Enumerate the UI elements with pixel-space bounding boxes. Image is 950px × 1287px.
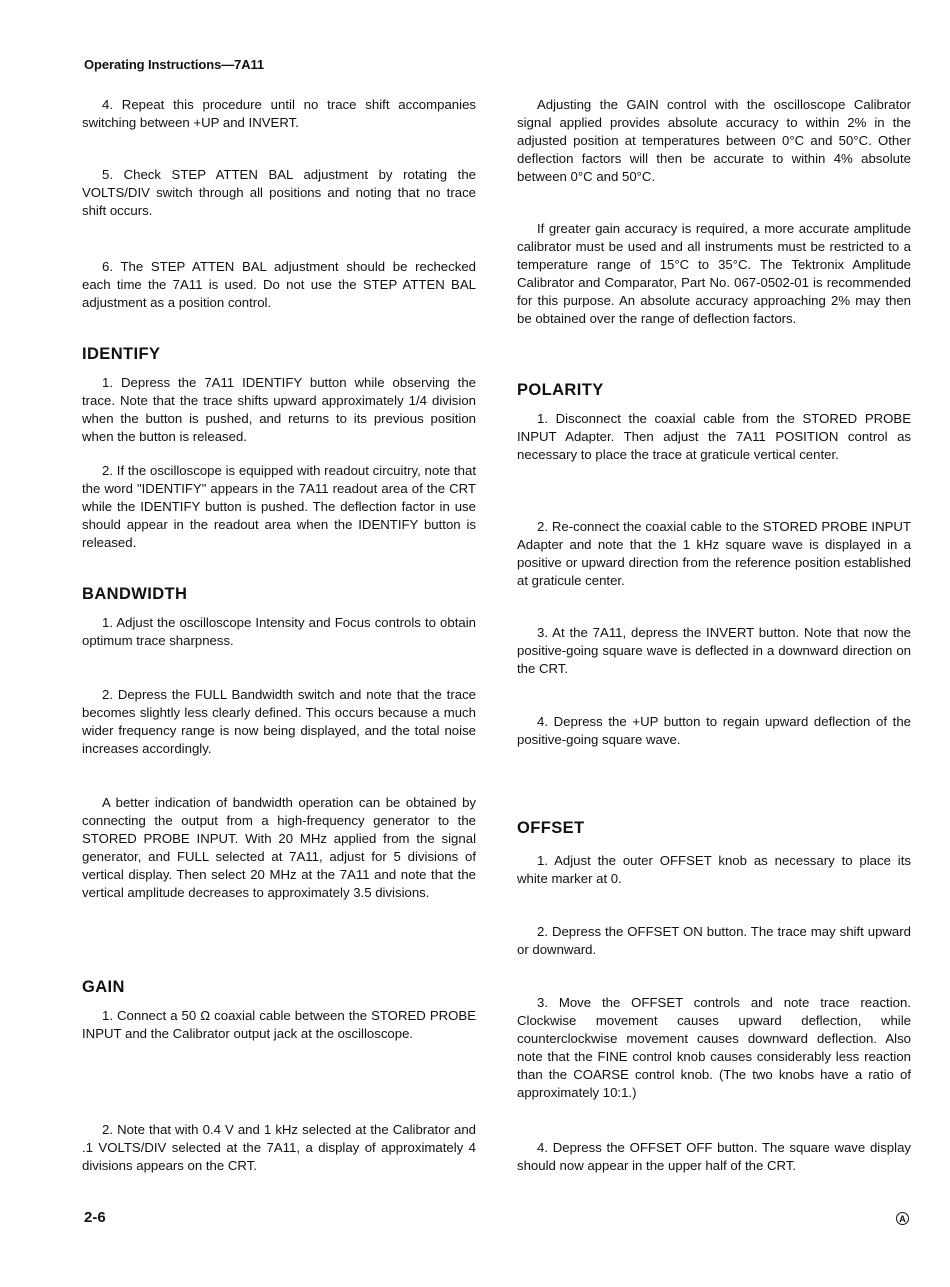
paragraph-gain-accuracy: Adjusting the GAIN control with the oscilloscope Calibrator signal applied provides absolute accuracy to within 2% in the adjusted position at temperatures between 0°C and 50°C. Other deflection factors will then be accurate to within 4% absolute between 0°C and 50°C. (517, 97, 911, 184)
paragraph-offset-2: 2. Depress the OFFSET ON button. The trace may shift upward or downward. (517, 924, 911, 957)
paragraph-check-step-atten: 5. Check STEP ATTEN BAL adjustment by rotating the VOLTS/DIV switch through all positions and noting that no trace shift occurs. (82, 167, 476, 218)
page-number: 2-6 (84, 1209, 106, 1226)
paragraph-polarity-1: 1. Disconnect the coaxial cable from the STORED PROBE INPUT Adapter. Then adjust the 7A11 POSITION control as necessary to place the trace at graticule vertical center. (517, 411, 911, 462)
paragraph-step-atten-recheck: 6. The STEP ATTEN BAL adjustment should be rechecked each time the 7A11 is used. Do not use the STEP ATTEN BAL adjustment as a position control. (82, 259, 476, 310)
heading-identify: IDENTIFY (82, 345, 161, 363)
paragraph-polarity-3: 3. At the 7A11, depress the INVERT button. Note that now the positive-going square wave is deflected in a downward direction on the CRT. (517, 625, 911, 676)
paragraph-offset-3: 3. Move the OFFSET controls and note trace reaction. Clockwise movement causes upward deflection, while counterclockwise movement causes downward deflection. Also note that the FINE control knob causes considerably less reaction than the COARSE control knob. (The two knobs have a ratio of approximately 10:1.) (517, 995, 911, 1100)
heading-gain: GAIN (82, 978, 125, 996)
paragraph-offset-4: 4. Depress the OFFSET OFF button. The square wave display should now appear in the upper half of the CRT. (517, 1140, 911, 1173)
paragraph-bandwidth-3: A better indication of bandwidth operation can be obtained by connecting the output from a high-frequency generator to the STORED PROBE INPUT. With 20 MHz applied from the signal generator, and FULL selected at 7A11, adjust for 5 divisions of vertical display. Then select 20 MHz at the 7A11 and note that the vertical amplitude decreases to approximately 3.5 divisions. (82, 795, 476, 900)
revision-circle-icon: A (896, 1212, 909, 1225)
paragraph-bandwidth-1: 1. Adjust the oscilloscope Intensity and Focus controls to obtain optimum trace sharpness. (82, 615, 476, 648)
paragraph-polarity-4: 4. Depress the +UP button to regain upward deflection of the positive-going square wave. (517, 714, 911, 747)
paragraph-gain-2: 2. Note that with 0.4 V and 1 kHz selected at the Calibrator and .1 VOLTS/DIV selected at the 7A11, a display of approximately 4 divisions appears on the CRT. (82, 1122, 476, 1173)
paragraph-identify-1: 1. Depress the 7A11 IDENTIFY button while observing the trace. Note that the trace shifts upward approximately 1/4 division when the button is pushed, and returns to its previous position when the button is released. (82, 375, 476, 444)
paragraph-repeat-procedure: 4. Repeat this procedure until no trace shift accompanies switching between +UP and INVERT. (82, 97, 476, 130)
paragraph-identify-2: 2. If the oscilloscope is equipped with readout circuitry, note that the word "IDENTIFY" appears in the 7A11 readout area of the CRT while the IDENTIFY button is pushed. The deflection factor in use should appear in the readout area when the IDENTIFY button is released. (82, 463, 476, 550)
paragraph-bandwidth-2: 2. Depress the FULL Bandwidth switch and note that the trace becomes slightly less clearly defined. This occurs because a much wider frequency range is now being displayed, and the total noise increases accordingly. (82, 687, 476, 756)
paragraph-offset-1: 1. Adjust the outer OFFSET knob as necessary to place its white marker at 0. (517, 853, 911, 886)
paragraph-polarity-2: 2. Re-connect the coaxial cable to the STORED PROBE INPUT Adapter and note that the 1 kHz square wave is displayed in a positive or upward direction from the reference position established at graticule center. (517, 519, 911, 588)
paragraph-gain-1: 1. Connect a 50 Ω coaxial cable between the STORED PROBE INPUT and the Calibrator output jack at the oscilloscope. (82, 1008, 476, 1041)
heading-bandwidth: BANDWIDTH (82, 585, 188, 603)
paragraph-greater-accuracy: If greater gain accuracy is required, a more accurate amplitude calibrator must be used and all instruments must be restricted to a temperature range of 15°C to 35°C. The Tektronix Amplitude Calibrator and Comparator, Part No. 067-0502-01 is recommended for this purpose. An absolute accuracy approaching 2% may then be obtained over the range of deflection factors. (517, 221, 911, 326)
running-header: Operating Instructions—7A11 (84, 57, 265, 72)
heading-polarity: POLARITY (517, 381, 604, 399)
heading-offset: OFFSET (517, 819, 585, 837)
